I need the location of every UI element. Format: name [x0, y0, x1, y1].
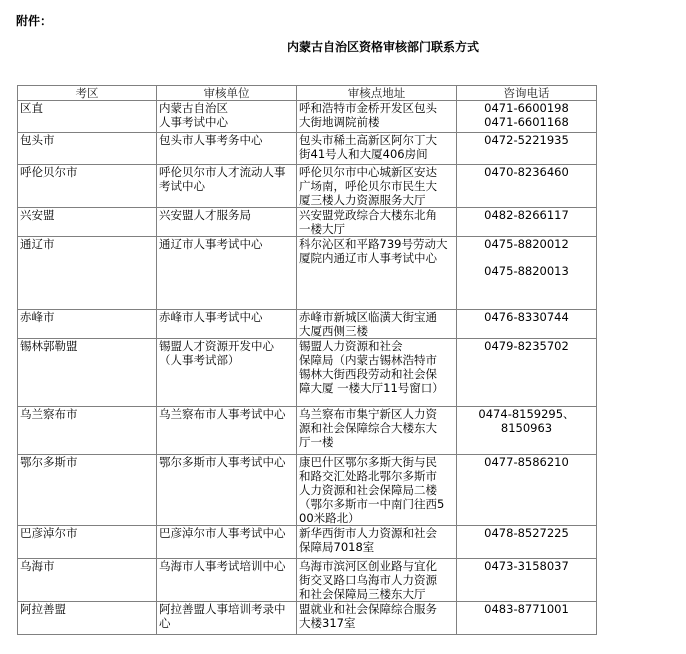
phone-cell: [457, 559, 597, 602]
unit-line: 人事考试中心: [159, 115, 228, 129]
address-line: 康巴什区鄂尔多斯大街与民: [299, 455, 437, 469]
table-row: [18, 208, 597, 237]
table-row: [18, 237, 597, 310]
address-line: 源和社会保障综合大楼东大: [299, 421, 437, 435]
table-row: [18, 310, 597, 339]
address-line: 兴安盟党政综合大楼东北角: [299, 208, 437, 222]
attachment-label: 附件：: [16, 14, 53, 28]
phone-number: 0470-8236460: [484, 165, 569, 179]
district-name: 锡林郭勒盟: [20, 339, 78, 353]
table-row: [18, 133, 597, 165]
address-cell: [297, 526, 457, 559]
district-name: 兴安盟: [20, 208, 55, 222]
unit-cell: [157, 101, 297, 133]
district-name: 通辽市: [20, 237, 55, 251]
address-cell: [297, 208, 457, 237]
district-name: 乌兰察布市: [20, 407, 78, 421]
unit-cell: [157, 339, 297, 407]
address-line: 乌兰察布市集宁新区人力资: [299, 407, 437, 421]
address-line: 新华西街市人力资源和社会: [299, 526, 437, 540]
phone-number: 0473-3158037: [484, 559, 569, 573]
unit-cell: [157, 310, 297, 339]
address-cell: [297, 602, 457, 635]
phone-cell: [457, 455, 597, 526]
document-title: 内蒙古自治区资格审核部门联系方式: [286, 40, 479, 54]
unit-cell: [157, 133, 297, 165]
phone-number: 0475-8820013: [484, 264, 569, 278]
address-line: 一楼大厅: [299, 222, 345, 236]
address-line: 和社会保障局三楼东大厅: [299, 587, 426, 601]
district-cell: [18, 526, 157, 559]
address-cell: [297, 455, 457, 526]
unit-cell: [157, 559, 297, 602]
phone-number: 0474-8159295、: [478, 407, 575, 421]
table-row: [18, 559, 597, 602]
unit-line: 心: [159, 616, 171, 630]
address-line: 锡盟人力资源和社会: [299, 339, 403, 353]
district-cell: [18, 133, 157, 165]
unit-cell: [157, 526, 297, 559]
address-cell: [297, 339, 457, 407]
unit-cell: [157, 237, 297, 310]
district-name: 鄂尔多斯市: [20, 455, 78, 469]
unit-line: 赤峰市人事考试中心: [159, 310, 263, 324]
address-line: 00米路北）: [299, 511, 360, 525]
phone-cell: [457, 208, 597, 237]
district-cell: [18, 165, 157, 208]
address-line: 呼伦贝尔市中心城新区安达: [299, 165, 437, 179]
table-header-row: [18, 86, 597, 101]
unit-line: 阿拉善盟人事培训考录中: [159, 602, 286, 616]
phone-number: 0479-8235702: [484, 339, 569, 353]
phone-cell: [457, 133, 597, 165]
unit-line: 内蒙古自治区: [159, 101, 228, 115]
address-line: 广场南，呼伦贝尔市民生大: [299, 179, 437, 193]
address-line: 街交叉路口乌海市人力资源: [299, 573, 437, 587]
address-line: 障大厦 一楼大厅11号窗口）: [299, 381, 444, 395]
district-name: 区直: [20, 101, 43, 115]
phone-number: 0478-8527225: [484, 526, 569, 540]
phone-number: 0472-5221935: [484, 133, 569, 147]
phone-cell: [457, 101, 597, 133]
district-cell: [18, 237, 157, 310]
phone-number: 0483-8771001: [484, 602, 569, 616]
phone-cell: [457, 237, 597, 310]
district-cell: [18, 559, 157, 602]
unit-line: 考试中心: [159, 179, 205, 193]
unit-line: 乌海市人事考试培训中心: [159, 559, 286, 573]
unit-line: 兴安盟人才服务局: [159, 208, 251, 222]
phone-cell: [457, 310, 597, 339]
address-line: 街41号人和大厦406房间: [299, 147, 428, 161]
unit-cell: [157, 602, 297, 635]
phone-cell: [457, 407, 597, 455]
unit-line: 通辽市人事考试中心: [159, 237, 263, 251]
unit-line: 鄂尔多斯市人事考试中心: [159, 455, 286, 469]
district-name: 呼伦贝尔市: [20, 165, 78, 179]
address-line: 大厦西侧三楼: [299, 324, 368, 338]
phone-cell: [457, 165, 597, 208]
table-row: [18, 526, 597, 559]
address-line: 包头市稀土高新区阿尔丁大: [299, 133, 437, 147]
address-cell: [297, 133, 457, 165]
address-line: （鄂尔多斯市一中南门往西5: [299, 497, 445, 511]
address-line: 大街地调院前楼: [299, 115, 380, 129]
address-line: 和路交汇处路北鄂尔多斯市: [299, 469, 437, 483]
table-row: [18, 339, 597, 407]
table-row: [18, 602, 597, 635]
address-line: 科尔沁区和平路739号劳动大: [299, 237, 448, 251]
unit-line: 乌兰察布市人事考试中心: [159, 407, 286, 421]
contact-table: [17, 85, 597, 635]
district-name: 巴彦淖尔市: [20, 526, 78, 540]
district-cell: [18, 455, 157, 526]
unit-cell: [157, 455, 297, 526]
unit-line: 巴彦淖尔市人事考试中心: [159, 526, 286, 540]
unit-line: （人事考试部）: [159, 353, 240, 367]
table-row: [18, 165, 597, 208]
district-cell: [18, 339, 157, 407]
phone-cell: [457, 339, 597, 407]
address-line: 锡林大街西段劳动和社会保: [299, 367, 437, 381]
address-line: 盟就业和社会保障综合服务: [299, 602, 437, 616]
phone-number: 0475-8820012: [484, 237, 569, 251]
address-line: 赤峰市新城区临潢大街宝通: [299, 310, 437, 324]
district-cell: [18, 101, 157, 133]
address-line: 厦院内通辽市人事考试中心: [299, 251, 437, 265]
address-line: 厅一楼: [299, 435, 334, 449]
phone-number: 0476-8330744: [484, 310, 569, 324]
district-name: 阿拉善盟: [20, 602, 66, 616]
unit-line: 包头市人事考务中心: [159, 133, 263, 147]
address-line: 大楼317室: [299, 616, 356, 630]
district-name: 赤峰市: [20, 310, 55, 324]
address-cell: [297, 310, 457, 339]
address-cell: [297, 165, 457, 208]
header-address: 审核点地址: [297, 86, 457, 101]
phone-cell: [457, 526, 597, 559]
district-cell: [18, 602, 157, 635]
district-name: 乌海市: [20, 559, 55, 573]
table-body: [18, 101, 597, 635]
address-cell: [297, 559, 457, 602]
unit-cell: [157, 407, 297, 455]
header-phone: 咨询电话: [457, 86, 597, 101]
address-line: 乌海市滨河区创业路与宜化: [299, 559, 437, 573]
address-line: 呼和浩特市金桥开发区包头: [299, 101, 437, 115]
table-row: [18, 455, 597, 526]
unit-cell: [157, 208, 297, 237]
address-cell: [297, 101, 457, 133]
address-cell: [297, 407, 457, 455]
phone-number: 8150963: [500, 421, 553, 435]
phone-number: 0477-8586210: [484, 455, 569, 469]
phone-number: 0471-6601168: [484, 115, 569, 129]
district-name: 包头市: [20, 133, 55, 147]
table-row: [18, 101, 597, 133]
district-cell: [18, 407, 157, 455]
phone-cell: [457, 602, 597, 635]
address-line: 保障局7018室: [299, 540, 375, 554]
table-row: [18, 407, 597, 455]
district-cell: [18, 310, 157, 339]
address-line: 保障局（内蒙古锡林浩特市: [299, 353, 437, 367]
unit-line: 锡盟人才资源开发中心: [159, 339, 274, 353]
address-cell: [297, 237, 457, 310]
spacer: [459, 251, 594, 264]
phone-number: 0471-6600198: [484, 101, 569, 115]
unit-cell: [157, 165, 297, 208]
phone-number: 0482-8266117: [484, 208, 569, 222]
header-district: 考区: [18, 86, 157, 101]
address-line: 厦三楼人力资源服务大厅: [299, 193, 426, 207]
address-line: 人力资源和社会保障局二楼: [299, 483, 437, 497]
header-unit: 审核单位: [157, 86, 297, 101]
unit-line: 呼伦贝尔市人才流动人事: [159, 165, 286, 179]
district-cell: [18, 208, 157, 237]
